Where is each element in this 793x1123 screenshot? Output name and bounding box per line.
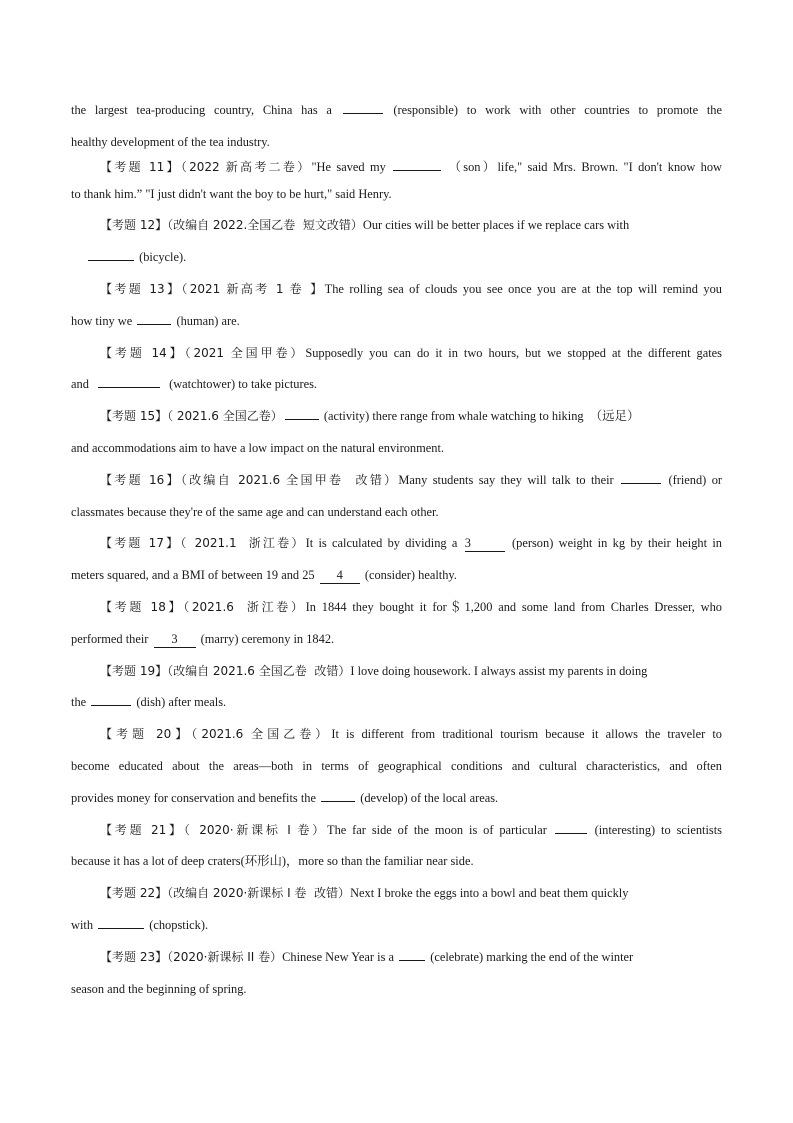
answer-blank — [321, 788, 355, 802]
question-21-line-2: because it has a lot of deep craters(环形山)，more so than the familiar near side. — [71, 854, 474, 868]
question-14-line-2: and (watchtower) to take pictures. — [71, 374, 722, 394]
question-12-line-1: 【考题 12】（改编自 2022.全国乙卷 短文改错）Our cities will be better places if we replace cars with — [100, 218, 630, 232]
answer-3: 3 — [154, 632, 196, 648]
answer-blank — [399, 947, 425, 961]
answer-blank — [98, 374, 160, 388]
question-19-line-1: 【考题 19】（改编自 2021.6 全国乙卷 改错）I love doing housework. I always assist my parents in doing — [100, 664, 648, 678]
answer-blank — [555, 820, 587, 834]
answer-4: 4 — [320, 568, 360, 584]
question-20-line-3: provides money for conservation and benefits the (develop) of the local areas. — [71, 788, 722, 808]
question-18-line-1: 【考题 18】（2021.6 浙江卷）In 1844 they bought it for＄1,200 and some land from Charles Dresser, who — [100, 600, 722, 614]
question-19-line-2: the (dish) after meals. — [71, 692, 722, 712]
answer-blank — [91, 692, 131, 706]
question-12-line-2: (bicycle). — [86, 247, 737, 267]
answer-blank — [621, 470, 661, 484]
question-22-line-1: 【考题 22】（改编自 2020·新课标 I 卷 改错）Next I broke the eggs into a bowl and beat them quickly — [100, 886, 629, 900]
question-11-line-2: to thank him.” "I just didn't want the boy to be hurt," said Henry. — [71, 187, 392, 201]
question-23-line-1: 【考题 23】（2020·新课标 II 卷）Chinese New Year is a (celebrate) marking the end of the winter — [100, 947, 722, 967]
question-13-line-2: how tiny we (human) are. — [71, 311, 722, 331]
question-15-line-2: and accommodations aim to have a low impact on the natural environment. — [71, 441, 444, 455]
question-23-line-2: season and the beginning of spring. — [71, 982, 247, 996]
answer-blank — [98, 915, 144, 929]
question-14-line-1: 【考题 14】（2021 全国甲卷）Supposedly you can do it in two hours, but we stopped at the different gates — [100, 346, 722, 360]
question-16-line-2: classmates because they're of the same age and can understand each other. — [71, 505, 439, 519]
question-18-line-2: performed their 3 (marry) ceremony in 1842. — [71, 632, 335, 646]
answer-3: 3 — [465, 536, 505, 552]
question-17-line-2: meters squared, and a BMI of between 19 and 25 4 (consider) healthy. — [71, 568, 457, 582]
answer-blank — [285, 406, 319, 420]
intro-line-2: healthy development of the tea industry. — [71, 135, 270, 149]
question-21-line-1: 【考题 21】（ 2020·新课标 I 卷）The far side of the moon is of particular (interesting) to scientists — [100, 820, 722, 840]
answer-blank — [88, 247, 134, 261]
answer-blank — [393, 157, 441, 171]
question-20-line-1: 【考题 20】（2021.6 全国乙卷）It is different from traditional tourism because it allows the traveler to — [100, 727, 722, 741]
question-20-line-2: become educated about the areas—both in terms of geographical conditions and cultural characteristics, and often — [71, 759, 722, 773]
intro-line-1: the largest tea-producing country, China has a (responsible) to work with other countries to promote the — [71, 100, 722, 120]
question-13-line-1: 【考题 13】（2021 新高考 1 卷 】The rolling sea of clouds you see once you are at the top will remind you — [100, 282, 722, 296]
question-17-line-1: 【考题 17】（ 2021.1 浙江卷）It is calculated by dividing a 3 (person) weight in kg by their height in — [100, 536, 722, 550]
question-16-line-1: 【考题 16】（改编自 2021.6 全国甲卷 改错）Many students say they will talk to their (friend) or — [100, 470, 722, 490]
answer-blank — [343, 100, 383, 114]
question-15-line-1: 【考题 15】（ 2021.6 全国乙卷） (activity) there range from whale watching to hiking （远足） — [100, 406, 722, 426]
answer-blank — [137, 311, 171, 325]
question-11-line-1: 【考题 11】（2022 新高考二卷）"He saved my （son）life," said Mrs. Brown. "I don't know how — [100, 157, 722, 177]
question-22-line-2: with (chopstick). — [71, 915, 722, 935]
